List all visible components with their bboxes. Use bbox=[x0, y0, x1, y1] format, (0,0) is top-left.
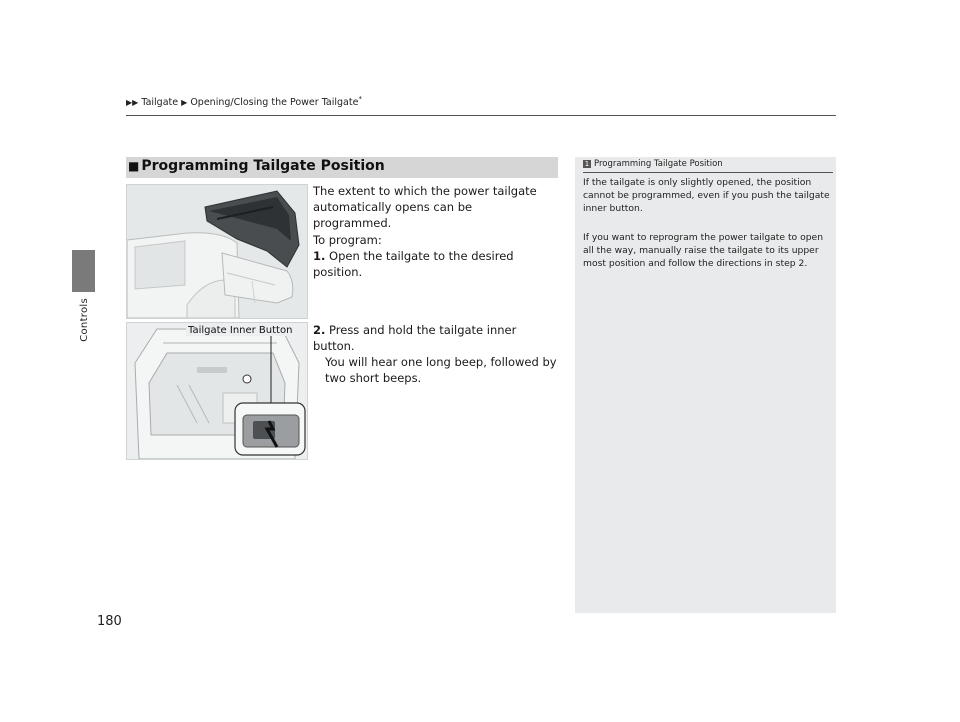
breadcrumb-item-tailgate[interactable]: Tailgate bbox=[141, 97, 179, 109]
step-1 bbox=[313, 248, 558, 280]
note-heading bbox=[583, 159, 723, 169]
asterisk-marker: * bbox=[358, 95, 362, 103]
tailgate-open-illustration bbox=[126, 184, 308, 319]
note-paragraph-1: If the tailgate is only slightly opened, the position cannot be programmed, even if you push the tailgate inner button. bbox=[583, 177, 830, 214]
tailgate-inner-button-illustration bbox=[126, 322, 308, 460]
side-tab-label: Controls bbox=[79, 298, 90, 342]
step-2 bbox=[313, 322, 558, 386]
side-tab bbox=[72, 250, 95, 292]
breadcrumb-item-power-tailgate[interactable]: Opening/Closing the Power Tailgate bbox=[190, 97, 359, 109]
section-title bbox=[128, 158, 385, 174]
step-1-number: 1. bbox=[313, 249, 326, 263]
square-bullet-icon: ■ bbox=[128, 159, 140, 173]
note-rule bbox=[583, 172, 833, 173]
intro-text: The extent to which the power tailgate automatically opens can be programmed. bbox=[313, 184, 537, 230]
note-paragraph-2: If you want to reprogram the power tailgate to open all the way, manually raise the tailgate to its upper most position and follow the directions in step 2. bbox=[583, 232, 824, 269]
section-title-text: Programming Tailgate Position bbox=[141, 158, 385, 174]
step-2-line-2: You will hear one long beep, followed by bbox=[325, 355, 557, 369]
to-program-label: To program: bbox=[313, 233, 382, 247]
step-1-text: Open the tailgate to the desired position. bbox=[313, 249, 514, 279]
header-rule bbox=[126, 115, 836, 116]
note-panel bbox=[575, 157, 836, 613]
tailgate-inner-button-callout: Tailgate Inner Button bbox=[188, 325, 293, 336]
double-arrow-icon: ▶▶ bbox=[126, 98, 139, 108]
section-heading bbox=[126, 157, 558, 178]
step-2-line-3: two short beeps. bbox=[325, 371, 422, 385]
breadcrumb bbox=[126, 95, 362, 108]
note-reference-icon: 1 bbox=[584, 160, 590, 168]
step-2-number: 2. bbox=[313, 323, 326, 337]
arrow-icon: ▶ bbox=[181, 98, 188, 108]
note-title: Programming Tailgate Position bbox=[594, 159, 723, 169]
step-2-line-1: Press and hold the tailgate inner button. bbox=[313, 323, 517, 353]
page-number: 180 bbox=[97, 614, 122, 629]
